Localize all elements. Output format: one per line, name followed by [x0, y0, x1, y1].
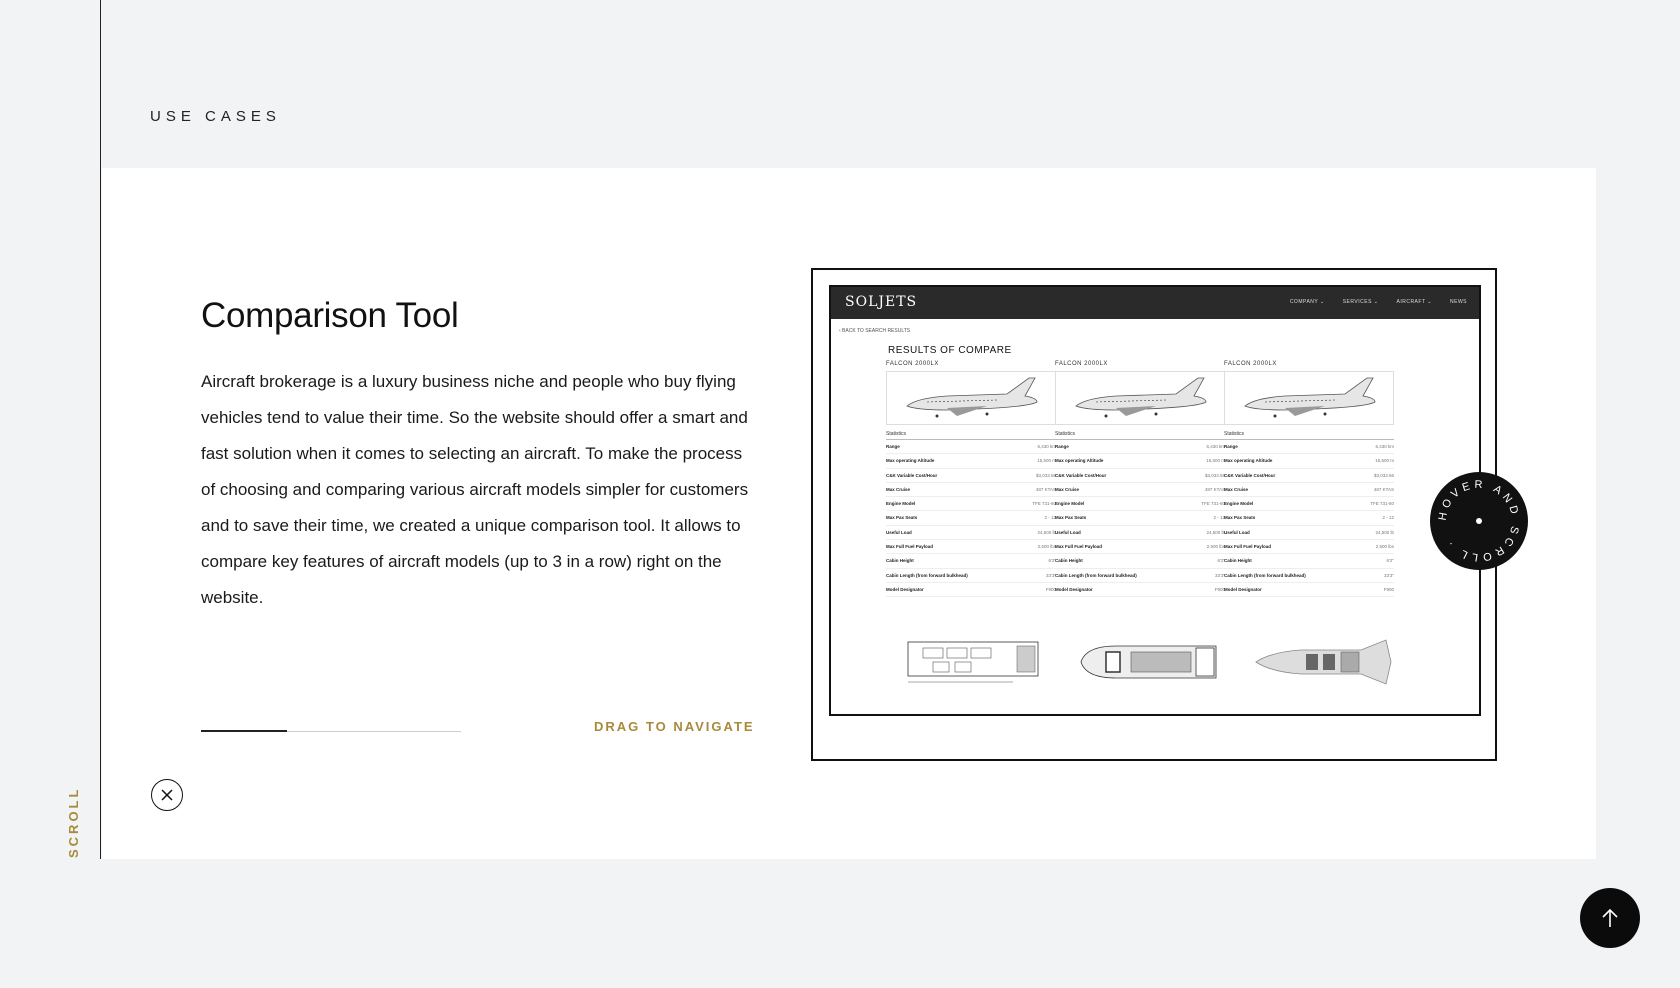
spec-label: Useful Load	[1055, 529, 1081, 535]
spec-value: 33'3"	[1384, 572, 1394, 578]
spec-value: 2,500 lbs	[1206, 544, 1225, 550]
spec-label: Max Full Fuel Payload	[1055, 544, 1103, 550]
spec-row	[886, 526, 1056, 540]
spec-value: 33'3"	[1046, 572, 1056, 578]
spec-value: TFE 731-60	[1032, 501, 1056, 507]
spec-label: Max Cruise	[886, 486, 911, 492]
spec-value: 487 KTAS	[1373, 486, 1394, 492]
spec-row	[1224, 483, 1394, 497]
spec-value: 15,500 m	[1206, 458, 1225, 464]
case-description: Aircraft brokerage is a luxury business niche and people who buy flying vehicles tend to value their time. So the website should offer a smart and fast solution when it comes to selecting an aircraft. To make the process of choosing and comparing various aircraft models simpler for customers and to save their time, we created a unique comparison tool. It allows to compare key features of aircraft models (up to 3 in a row) right on the website.	[201, 372, 749, 607]
spec-label: Max Pax Seats	[886, 515, 918, 521]
spec-label: Model Designator	[886, 586, 924, 592]
spec-row	[1055, 569, 1225, 583]
spec-label: Model Designator	[1055, 586, 1093, 592]
spec-value: 2 - 12	[1044, 515, 1056, 521]
preview-nav-item: AIRCRAFT ⌄	[1396, 299, 1432, 305]
preview-site-header	[831, 287, 1479, 319]
spec-value: 15,500 m	[1037, 458, 1056, 464]
preview-frame[interactable]	[811, 268, 1497, 761]
spec-value: $3,033.56	[1204, 472, 1225, 478]
spec-row	[1224, 469, 1394, 483]
floorplan-3	[1251, 632, 1396, 692]
spec-value: 6'2"	[1048, 558, 1056, 564]
spec-row	[886, 554, 1056, 568]
spec-row	[1224, 554, 1394, 568]
spec-label: Engine Model	[1055, 501, 1085, 507]
spec-value: 6'2"	[1386, 558, 1394, 564]
spec-value: 24,500 lb	[1037, 529, 1056, 535]
preview-nav-item: COMPANY ⌄	[1289, 299, 1325, 305]
spec-row	[886, 511, 1056, 525]
spec-value: 2,500 lbs	[1375, 544, 1394, 550]
spec-value: F900	[1045, 586, 1056, 592]
spec-value: $3,033.56	[1373, 472, 1394, 478]
preview-nav-item: NEWS	[1450, 299, 1467, 305]
aircraft-image	[886, 371, 1056, 425]
spec-value: 2,500 lbs	[1037, 544, 1056, 550]
spec-row	[886, 569, 1056, 583]
spec-label: Max operating Altitude	[886, 458, 935, 464]
spec-label: Range	[1055, 444, 1069, 449]
spec-label: C&K Variable Cost/Hour	[1224, 472, 1276, 478]
spec-row	[1055, 540, 1225, 554]
compare-column	[1224, 361, 1394, 597]
spec-label: Cabin Length (from forward bulkhead)	[1224, 572, 1306, 578]
spec-label: Range	[886, 444, 900, 449]
spec-label: Engine Model	[1224, 501, 1254, 507]
spec-value: 6,430 km	[1037, 444, 1056, 449]
preview-screenshot	[829, 285, 1481, 716]
spec-label: Max Pax Seats	[1224, 515, 1256, 521]
spec-row	[1055, 583, 1225, 597]
drag-to-navigate-label: DRAG TO NAVIGATE	[594, 719, 755, 734]
spec-row	[886, 583, 1056, 597]
spec-label: Range	[1224, 444, 1238, 449]
preview-nav	[1290, 299, 1467, 305]
spec-value: 2 - 12	[1382, 515, 1394, 521]
spec-value: 6,430 km	[1375, 444, 1394, 449]
spec-label: Max Cruise	[1055, 486, 1080, 492]
spec-label: Cabin Height	[1055, 558, 1083, 564]
compare-column	[1055, 361, 1225, 597]
spec-label: C&K Variable Cost/Hour	[886, 472, 938, 478]
floorplan-1	[903, 632, 1048, 692]
spec-value: 24,500 lb	[1206, 529, 1225, 535]
stats-heading: Statistics	[1055, 431, 1225, 440]
spec-label: C&K Variable Cost/Hour	[1055, 472, 1107, 478]
spec-value: 487 KTAS	[1035, 486, 1056, 492]
spec-value: 24,500 lb	[1375, 529, 1394, 535]
spec-row	[1224, 583, 1394, 597]
aircraft-name: FALCON 2000LX	[886, 361, 939, 367]
spec-row	[1055, 483, 1225, 497]
scroll-to-top-button[interactable]	[1580, 888, 1640, 948]
close-icon	[160, 788, 174, 802]
spec-row	[886, 440, 1056, 454]
spec-row	[1055, 469, 1225, 483]
spec-row	[886, 469, 1056, 483]
hover-and-scroll-badge-ring	[1430, 472, 1528, 570]
spec-value: 6'2"	[1217, 558, 1225, 564]
spec-row	[1055, 554, 1225, 568]
spec-value: 33'3"	[1215, 572, 1225, 578]
spec-label: Model Designator	[1224, 586, 1262, 592]
airplane-icon	[887, 372, 1055, 424]
spec-label: Max Full Fuel Payload	[886, 544, 934, 550]
preview-back-link: ‹ BACK TO SEARCH RESULTS	[839, 328, 911, 334]
aircraft-image	[1055, 371, 1225, 425]
spec-row	[886, 497, 1056, 511]
spec-label: Max Full Fuel Payload	[1224, 544, 1272, 550]
preview-results-title: RESULTS OF COMPARE	[888, 345, 1012, 356]
spec-label: Max operating Altitude	[1224, 458, 1273, 464]
spec-value: 487 KTAS	[1204, 486, 1225, 492]
spec-value: $3,033.56	[1035, 472, 1056, 478]
hover-and-scroll-badge	[1430, 472, 1528, 570]
stats-heading: Statistics	[1224, 431, 1394, 440]
spec-label: Cabin Height	[886, 558, 914, 564]
spec-value: 6,430 km	[1206, 444, 1225, 449]
preview-logo: SOLJETS	[845, 294, 918, 310]
spec-label: Max Cruise	[1224, 486, 1249, 492]
spec-row	[1055, 526, 1225, 540]
spec-row	[1224, 454, 1394, 468]
stats-heading: Statistics	[886, 431, 1056, 440]
scroll-indicator: SCROLL	[66, 786, 81, 858]
spec-row	[1224, 540, 1394, 554]
aircraft-name: FALCON 2000LX	[1055, 361, 1108, 367]
spec-row	[1224, 511, 1394, 525]
arrow-up-icon	[1600, 907, 1620, 929]
badge-text: HOVER AND SCROLL ·	[1436, 478, 1522, 564]
spec-row	[886, 483, 1056, 497]
spec-label: Max Pax Seats	[1055, 515, 1087, 521]
spec-value: TFE 731-60	[1201, 501, 1225, 507]
compare-column	[886, 361, 1056, 597]
spec-label: Useful Load	[1224, 529, 1250, 535]
close-button[interactable]	[151, 779, 183, 811]
airplane-icon	[1056, 372, 1224, 424]
spec-value: F900	[1214, 586, 1225, 592]
spec-row	[1055, 440, 1225, 454]
aircraft-name: FALCON 2000LX	[1224, 361, 1277, 367]
spec-row	[1055, 454, 1225, 468]
left-rail-line	[100, 0, 101, 859]
slider-progress-fill	[201, 730, 287, 732]
spec-label: Max operating Altitude	[1055, 458, 1104, 464]
aircraft-image	[1224, 371, 1394, 425]
slider-progress-track[interactable]	[201, 731, 461, 732]
floorplan-2	[1076, 632, 1221, 692]
spec-row	[886, 454, 1056, 468]
spec-row	[886, 540, 1056, 554]
spec-label: Useful Load	[886, 529, 912, 535]
spec-row	[1224, 526, 1394, 540]
spec-row	[1055, 511, 1225, 525]
preview-nav-item: SERVICES ⌄	[1342, 299, 1379, 305]
spec-value: TFE 731-60	[1370, 501, 1394, 507]
spec-row	[1224, 569, 1394, 583]
airplane-icon	[1225, 372, 1393, 424]
spec-label: Cabin Length (from forward bulkhead)	[1055, 572, 1137, 578]
spec-row	[1055, 497, 1225, 511]
spec-value: F900	[1383, 586, 1394, 592]
spec-value: 15,500 m	[1375, 458, 1394, 464]
section-label: USE CASES	[150, 108, 281, 125]
spec-row	[1224, 497, 1394, 511]
spec-label: Engine Model	[886, 501, 916, 507]
spec-value: 2 - 12	[1213, 515, 1225, 521]
spec-row	[1224, 440, 1394, 454]
spec-label: Cabin Length (from forward bulkhead)	[886, 572, 968, 578]
case-title: Comparison Tool	[201, 296, 459, 335]
spec-label: Cabin Height	[1224, 558, 1252, 564]
